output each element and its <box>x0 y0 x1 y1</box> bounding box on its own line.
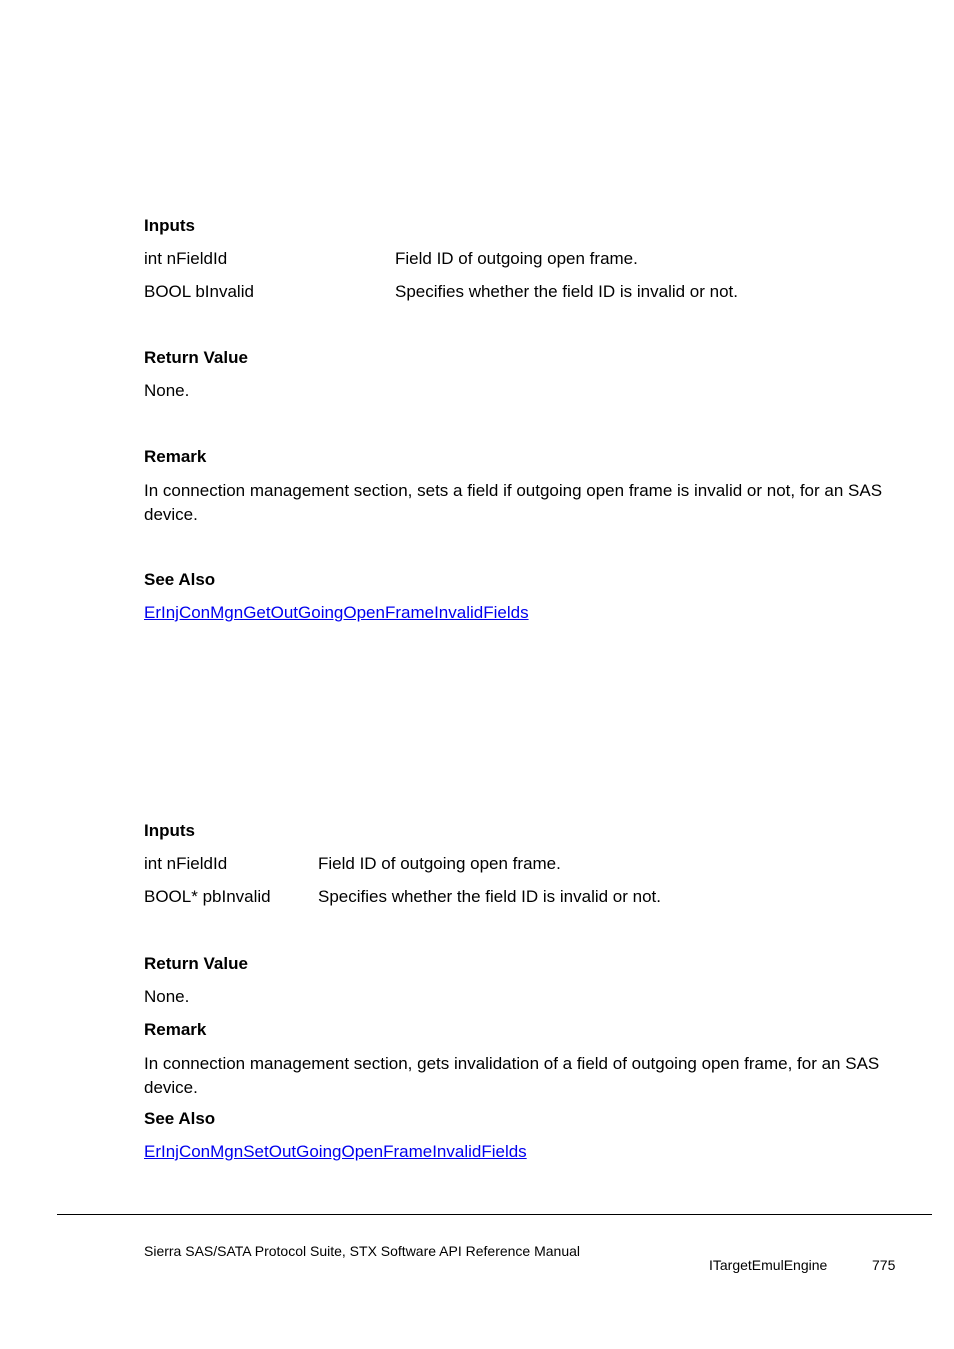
remark-text: In connection management section, gets invalidation of a field of outgoing open frame, for an SAS device. <box>144 1054 880 1097</box>
footer-divider <box>57 1214 932 1215</box>
param-description: Field ID of outgoing open frame. <box>318 854 561 873</box>
return-value-text: None. <box>144 381 190 400</box>
see-also-link[interactable]: ErInjConMgnGetOutGoingOpenFrameInvalidFields <box>144 603 529 622</box>
return-value-heading: Return Value <box>144 348 248 367</box>
remark-text: In connection management section, sets a field if outgoing open frame is invalid or not, for an SAS device. <box>144 481 883 524</box>
remark-heading: Remark <box>144 447 207 466</box>
see-also-heading: See Also <box>144 570 216 589</box>
return-value-heading: Return Value <box>144 954 248 973</box>
param-description: Specifies whether the field ID is invalid or not. <box>318 887 662 906</box>
footer-manual-title: Sierra SAS/SATA Protocol Suite, STX Software API Reference Manual <box>144 1243 581 1259</box>
param-name: BOOL bInvalid <box>144 282 254 301</box>
inputs-heading: Inputs <box>144 216 195 235</box>
see-also-link[interactable]: ErInjConMgnSetOutGoingOpenFrameInvalidFields <box>144 1142 527 1161</box>
see-also-heading: See Also <box>144 1109 216 1128</box>
remark-heading: Remark <box>144 1020 207 1039</box>
param-description: Field ID of outgoing open frame. <box>395 249 638 268</box>
param-name: int nFieldId <box>144 249 228 268</box>
param-name: BOOL* pbInvalid <box>144 887 271 906</box>
param-name: int nFieldId <box>144 854 228 873</box>
footer-chapter: ITargetEmulEngine <box>709 1257 828 1273</box>
return-value-text: None. <box>144 987 190 1006</box>
param-description: Specifies whether the field ID is invalid or not. <box>395 282 739 301</box>
inputs-heading: Inputs <box>144 821 195 840</box>
footer-page-number: 775 <box>872 1257 896 1273</box>
